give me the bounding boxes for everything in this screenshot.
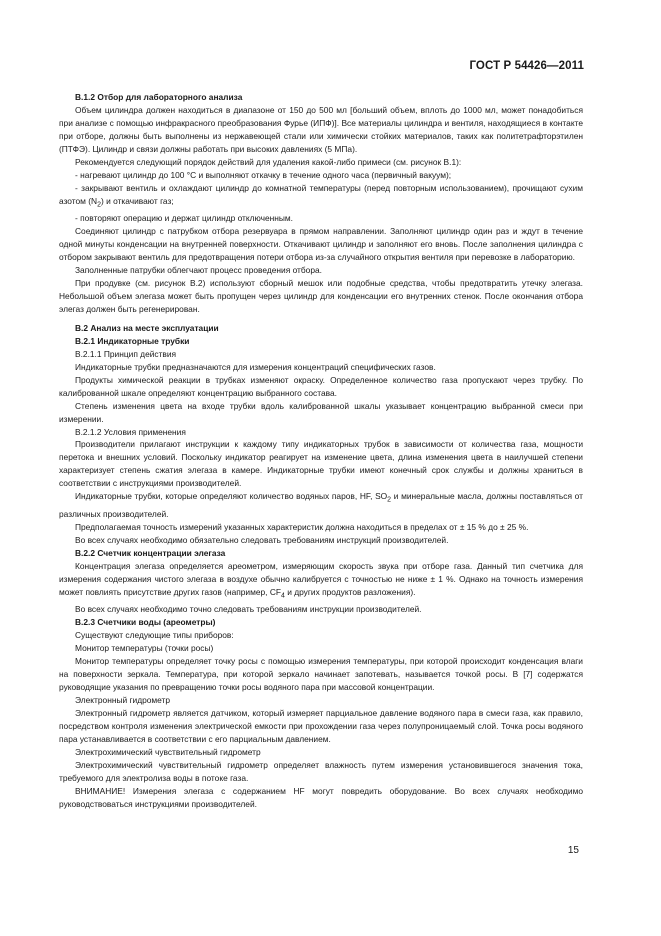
document-code: ГОСТ Р 54426—2011 (469, 60, 584, 72)
section-title-b12-text: В.1.2 Отбор для лабораторного анализа (75, 92, 243, 102)
paragraph (59, 560, 583, 604)
paragraph: Монитор температуры (точки росы) (75, 643, 214, 654)
paragraph-text: Индикаторные трубки, которые определяют количество водяных паров, HF, SO (75, 491, 388, 502)
section-title-b2 (59, 322, 583, 335)
paragraph (59, 490, 583, 521)
section-title-b22-text: В.2.2 Счетчик концентрации элегаза (75, 547, 226, 558)
paragraph: Индикаторные трубки предназначаются для измерения концентраций специфических газов. (75, 361, 436, 372)
subscript: 2 (387, 496, 392, 504)
list-item: - нагревают цилиндр до 100 °С и выполняют откачку в течение одного часа (первичный вакуум); (75, 169, 452, 180)
section-title-b21 (59, 335, 583, 348)
page-number: 15 (567, 845, 579, 856)
subsection-title-b211: В.2.1.1 Принцип действия (75, 348, 177, 359)
section-title-b21-text: В.2.1 Индикаторные трубки (75, 335, 190, 346)
paragraph: Электрохимический чувствительный гидрометр (75, 746, 261, 757)
subscript: 4 (281, 592, 285, 600)
paragraph: Продукты химической реакции в трубках изменяют окраску. Определенное количество газа пропускают через трубку. По калиброванной шкале определяют концентрацию выбранного состава. (59, 374, 583, 398)
paragraph: Электронный гидрометр (75, 694, 171, 705)
paragraph-text: Концентрация элегаза определяется ареометром, измеряющим скорость звука при отборе газа. Данный тип счетчика для измерения содержания чистого элегаза в воздухе обычно калибруется с точностью не ниже ± 1 %. Однако на точность измерения может повлиять присутствие других газов (например, CF (59, 560, 583, 597)
paragraph: Монитор температуры определяет точку росы с помощью измерения температуры, при которой происходит конденсация влаги на поверхности зеркала. Температура, при которой зеркало начинает запотевать, называется точкой росы. В [7] содержатся руководящие указания по превращению точки росы водяного пара при массовой концентрации. (59, 656, 583, 692)
list-item-text: - закрывают вентиль и охлаждают цилиндр до комнатной температуры (перед повторным использованием), прочищают сухим азотом (N (59, 182, 583, 206)
paragraph-text: и минеральные масла, должны поставляться от различных производителей. (59, 491, 583, 519)
section-title-b22 (59, 547, 583, 560)
paragraph: Рекомендуется следующий порядок действий для удаления какой-либо примеси (см. рисунок В.1): (75, 156, 462, 167)
paragraph: Предполагаемая точность измерений указанных характеристик должна находиться в пределах от ± 15 % до ± 25 %. (75, 521, 529, 532)
warning-paragraph: ВНИМАНИЕ! Измерения элегаза с содержанием HF могут повредить оборудование. Во всех случаях необходимо руководствоваться инструкциями производителей. (59, 785, 583, 809)
paragraph: Соединяют цилиндр с патрубком отбора резервуара в прямом направлении. Заполняют цилиндр один раз и ждут в течение одной минуты конденсации на внутренней поверхности. Откачивают цилиндр и заполняют его вновь. После заполнения цилиндра с отбором закрывают вентиль для предотвращения потери отбора из-за случайного открытия вентиля при перевозке в лабораторию. (59, 226, 583, 263)
paragraph: Степень изменения цвета на входе трубки вдоль калиброванной шкалы указывает концентрацию выбранной смеси при измерении. (59, 400, 583, 424)
paragraph: Во всех случаях необходимо точно следовать требованиям инструкции производителей. (75, 604, 422, 615)
paragraph: Во всех случаях необходимо обязательно следовать требованиям инструкций производителей. (75, 534, 449, 545)
paragraph: Существуют следующие типы приборов: (75, 630, 234, 641)
list-item: - повторяют операцию и держат цилиндр отключенным. (75, 213, 293, 224)
subsection-title-b212: В.2.1.2 Условия применения (75, 426, 186, 437)
paragraph: При продувке (см. рисунок В.2) используют сборный мешок или подобные средства, чтобы предотвратить утечку элегаза. Небольшой объем элегаза может быть пропущен через цилиндр для конденсации его внутренних стенок. После окончания отбора элегаз должен быть регенерирован. (59, 278, 583, 314)
subscript: 2 (97, 201, 101, 209)
paragraph: Производители прилагают инструкции к каждому типу индикаторных трубок в зависимости от количества газа, мощности перетока и внешних условий. Поскольку индикатор реагирует на изменение цвета, длина изменения цвета в наилучшей степени характеризует степень сжатия элегаза в камере. Индикаторные трубки имеют конечный срок службы и должны храниться в соответствии с инструкциями производителей. (59, 439, 583, 489)
section-title-b12 (59, 91, 583, 104)
section-title-b2-text: В.2 Анализ на месте эксплуатации (75, 322, 219, 333)
paragraph-text: и других продуктов разложения). (284, 586, 416, 597)
document-body (59, 91, 583, 810)
paragraph: Заполненные патрубки облегчают процесс проведения отбора. (75, 265, 322, 276)
list-item-text: ) и откачивают газ; (101, 195, 174, 206)
paragraph: Объем цилиндра должен находиться в диапазоне от 150 до 500 мл [больший объем, вплоть до 1000 мл, может понадобиться при анализе с помощью инфракрасного преобразования Фурье (ИПФ)]. Все материалы цилиндра и вентиля, находящиеся в контакте при отборе, должны быть выполнены из нержавеющей стали или химически стойких материалов, таких как политетрафторэтилен (ПТФЭ). Цилиндр и связи должны работать при высоких давлениях (5 МПа). (59, 104, 583, 154)
paragraph: Электрохимический чувствительный гидрометр определяет влажность путем измерения установившегося значения тока, требуемого для электролиза воды в потоке газа. (59, 759, 583, 783)
section-title-b23 (59, 616, 583, 629)
paragraph: Электронный гидрометр является датчиком, который измеряет парциальное давление водяного пара в смеси газа, как правило, посредством контроля изменения электрической емкости при прохождении газа через полупроницаемый слой. Точка росы водяного пара устанавливается в соответствии с его парциальным давлением. (59, 707, 583, 744)
list-item (59, 182, 583, 213)
section-title-b23-text: В.2.3 Счетчики воды (ареометры) (75, 617, 216, 628)
